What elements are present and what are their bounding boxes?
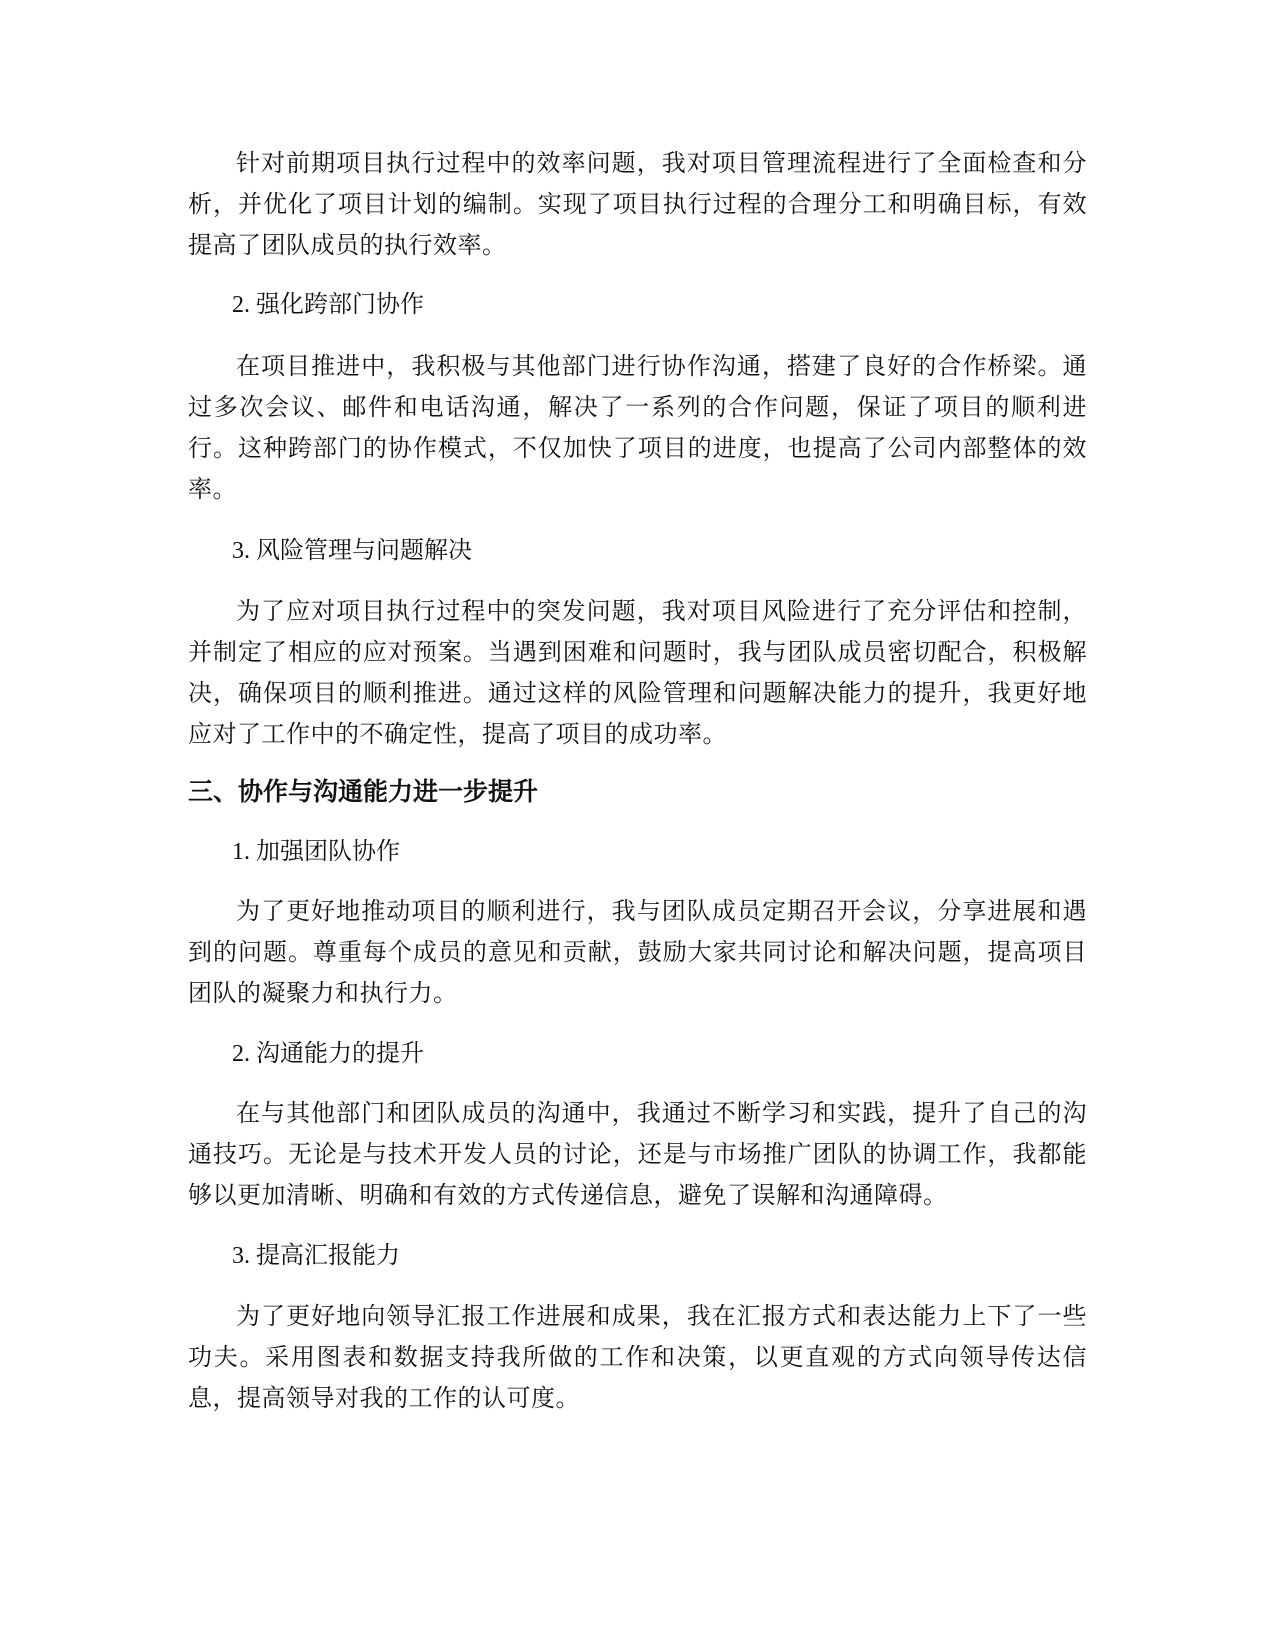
paragraph-efficiency: 针对前期项目执行过程中的效率问题，我对项目管理流程进行了全面检查和分析，并优化了项目计划的编制。实现了项目执行过程的合理分工和明确目标，有效提高了团队成员的执行效率。 [188,151,1087,259]
item-cross-department: 2. 强化跨部门协作 [232,292,424,318]
paragraph-cross-department: 在项目推进中，我积极与其他部门进行协作沟通，搭建了良好的合作桥梁。通过多次会议、邮件和电话沟通，解决了一系列的合作问题，保证了项目的顺利进行。这种跨部门的协作模式，不仅加快了项目的进度，也提高了公司内部整体的效率。 [188,354,1087,503]
item-reporting: 3. 提高汇报能力 [232,1243,400,1269]
paragraph-team-collaboration: 为了更好地推动项目的顺利进行，我与团队成员定期召开会议，分享进展和遇到的问题。尊重每个成员的意见和贡献，鼓励大家共同讨论和解决问题，提高项目团队的凝聚力和执行力。 [188,899,1087,1007]
paragraph-reporting: 为了更好地向领导汇报工作进展和成果，我在汇报方式和表达能力上下了一些功夫。采用图表和数据支持我所做的工作和决策，以更直观的方式向领导传达信息，提高领导对我的工作的认可度。 [188,1304,1087,1412]
paragraph-risk-management: 为了应对项目执行过程中的突发问题，我对项目风险进行了充分评估和控制，并制定了相应的应对预案。当遇到困难和问题时，我与团队成员密切配合，积极解决，确保项目的顺利推进。通过这样的风险管理和问题解决能力的提升，我更好地应对了工作中的不确定性，提高了项目的成功率。 [188,599,1087,748]
item-team-collaboration: 1. 加强团队协作 [232,839,400,865]
section-heading-collaboration: 三、协作与沟通能力进一步提升 [188,777,539,806]
item-communication: 2. 沟通能力的提升 [232,1041,424,1067]
item-risk-management: 3. 风险管理与问题解决 [232,538,472,564]
paragraph-communication: 在与其他部门和团队成员的沟通中，我通过不断学习和实践，提升了自己的沟通技巧。无论是与技术开发人员的讨论，还是与市场推广团队的协调工作，我都能够以更加清晰、明确和有效的方式传递信息，避免了误解和沟通障碍。 [188,1101,1087,1209]
